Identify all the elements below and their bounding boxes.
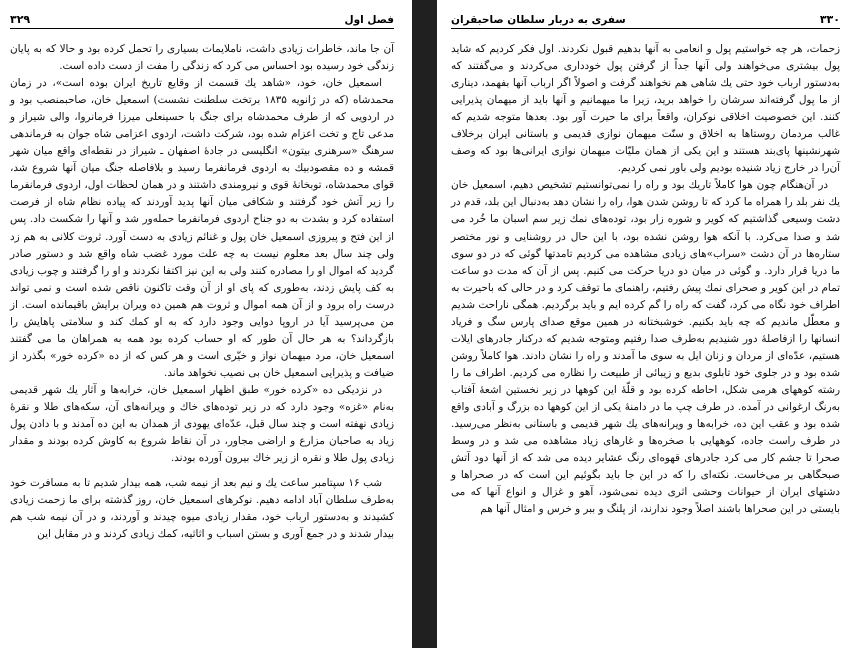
book-spine (412, 0, 437, 648)
left-page-header (10, 8, 394, 29)
paragraph: در آن‌هنگام چون هوا کاملاً تاریك بود و راه را نمی‌توانستیم تشخیص دهیم، اسمعیل خان یك نفر بلد را همراه ما کرد که تا روشن شدن هوا، راه را نشان دهد به‌دنبال این بلد، قدم در دشت وسیعی گذاشتیم که کویر و شوره زار بود، توده‌های نمك زیر سم اسبان ما خُرد می شد و صدا می‌کرد. با آنکه هوا روشن نشده بود، با این حال در روشنایی و نور مختصر ستاره‌ها در آن دشت «سراب»های زیادی مشاهده می کردیم تامدتها گوئی که در دو سوی ما دریا قرار دارد. و گوئی در میان دو دریا حرکت می کنیم. پس از آن که مدت دو ساعت تمام در این کویر و صحرای نمك پیش رفتیم، راهنمای ما توقف کرد و در حالی که باحیرت به اطراف خود نگاه می کرد، گفت که راه را گم کرده ایم و باید برگردیم. همگی ناراحت شدیم و معطّل ماندیم که چه باید بکنیم. خوشبختانه در همین موقع صدای پارس سگ و فریاد انسانها را ازفاصلهٔ دور شنیدیم به‌طرف صدا رفتیم ومتوجه شدیم که درکنار جادرهای ایلات هستیم، عدّه‌ای از مردان و زنان ایل به سوی ما آمدند و راه را نشان دادند. هوا کاملاً روشن شده بود و در جلوی خود تابلوی بدیع و زیبائی از طبیعت را نظاره می کردیم. اطراف ما را رشته کوههای هرمی شکل، احاطه کرده بود و قلّهٔ این کوهها در زیر نخستین اشعهٔ آفتاب به‌رنگ ارغوانی در آمده. در طرف چپ ما در دامنهٔ یکی از این کوهها ده بزرگ و آبادی واقع شده بود و عقب این ده، خرابه‌ها و ویرانه‌های یك شهر قدیمی و باستانی به‌نظر می‌رسید. در طرف راست جاده، کوههایی با صخره‌ها و غارهای زیاد مشاهده می شد و در وسط صحرا تا جشم کار می کرد جادرهای قهوه‌ای رنگ عشایر دیده می شد که از آنها دود آتش صبحگاهی بر می‌خاست. نکته‌ای را که در این جا باید بگوئیم این است که در صحراها و دشتهای ایران از حیوانات وحشی اثری دیده نمی‌شود، آهو و غزال و انواع آنها که می بایستی در این صحراها باشند اصلاً وجود ندارند، از پلنگ و ببر و خرس و امثال آنها هم (450, 179, 840, 516)
left-page (0, 0, 412, 648)
right-page-header (451, 8, 840, 29)
paragraph: شب ۱۶ سپتامبر ساعت یك و نیم بعد از نیمه شب، همه بیدار شدیم تا به مسافرت خود به‌طرف سلطان آباد ادامه دهیم. نوکرهای اسمعیل خان، روز گذشته برای ما زحمت زیادی کشیدند و به‌دستور ارباب خود، مقدار زیادی میوه چیدند و آوردند، و در آن نیمه شب هم بیدار شدند و در جمع آوری و بستن اسباب و اثاثیه، کمك زیادی کردند و در مقابل این (10, 477, 394, 541)
chapter-title: فصل اول (344, 14, 394, 26)
paragraph: در نزدیکی ده «کرده خور» طبق اظهار اسمعیل خان، خرابه‌ها و آثار یك شهر قدیمی به‌نام «غزه» وجود دارد که در زیر توده‌های خاك و ویرانه‌های آن، سکه‌های طلا و نقرهٔ زیادی نهفته است و چند سال قبل، عدّه‌ای یهودی از همدان به این ده آمدند و با دادن پول زیاد به صاحبان مزارع و اراضی مجاور، در آن نقاط شروع به کاوش کرده بودند و مقدار زیادی پول طلا و نقره از زیر خاك بیرون آورده بودند. (10, 383, 394, 465)
running-title: سفری به دربار سلطان صاحبقران (451, 14, 626, 26)
right-page (437, 0, 854, 648)
paragraph: آن جا ماند، خاطرات زیادی داشت، ناملایمات بسیاری را تحمل کرده بود و حالا که به پایان زندگی خود رسیده بود احساس می کرد که زندگی را مفت از دست داده است. (10, 43, 394, 73)
page-number-right: ۳۳۰ (819, 13, 840, 26)
left-page-body (10, 41, 394, 543)
page-number-left: ۳۲۹ (10, 13, 31, 26)
paragraph: زحمات، هر چه خواستیم پول و انعامی به آنها بدهیم قبول نکردند. اول فکر کردیم که شاید پول بیشتری می‌خواهند ولی آنها جداً از گرفتن پول خودداری می‌کردند و می‌گفتند که به‌دستور ارباب خود حتی یك شاهی هم نخواهند گرفت و اصولاً اگر ارباب آنها بفهمد، دیناری از ما پول گرفته‌اند سرشان را خواهد برید، زیرا ما میهمانیم و آنها باید از میهمان پذیرایی کنند. این خصوصیت اخلاقی نوکران، واقعاً برای ما حیرت آور بود. بعدها متوجه شدیم که غالب مردمان روستاها به اخلاق و سنّت میهمان نوازی قدیمی و باستانی ایران برخلاف شهرنشینها پای‌بند هستند و این یکی از همان ملیّات میهمان نوازی ایرانی‌ها بود که وصف آن‌را در خارج زیاد شنیده بودیم ولی باور نمی کردیم. (451, 43, 840, 175)
right-page-body (451, 41, 840, 518)
paragraph: اسمعیل خان، خود، «شاهد یك قسمت از وقایع تاریخ ایران بوده است»، در زمان محمدشاه (که در ژانویه ۱۸۳۵ برتخت سلطنت نشست) اسمعیل خان، صاحبمنصب بود و در اردویی که از طرف محمدشاه برای جنگ با حسینعلی میرزا فرمانروا، والی شیراز و مدعی تاج و تخت اعزام شده بود، شرکت داشت، اردوی اعزامی شاه جوان به فرماندهی سرهنگ «سرهنری بیتون» انگلیسی در جادهٔ اصفهان ـ شیراز در نقطه‌ای واقع میان شهر قمشه و ده مقصودبیك به اردوی فرمانفرما رسید و بلافاصله جنگ میان آنها شروع شد، قوای محمدشاه، توبخانهٔ قوی و نیرومندی داشتند و در همان لحظات اول، اردوی فرمانفرما را زیر آتش خود گرفتند و شکافی میان آنها پدید آوردند که پیاده نظام شاه از فرصت استفاده کرد و بشدت به دو جناح اردوی فرمانفرما حمله‌ور شد و آنها را شکست داد. پس از این فتح و پیروزی اسمعیل خان پول و غنائم زیادی به دست آورد. ثروت کلانی به هم زد ولی چند سال بعد معلوم نیست به چه علت مورد غضب شاه واقع شد و دستور صادر گردید که اموال او را مصادره کنند ولی به این نیز اکتفا نکردند و او را گرفتند و چوب زیادی به کف پایش زدند، به‌طوری که پای او از آن وقت تاکنون ناقص شده است و نمی تواند درست راه برود و از آن همه اموال و ثروت هم همین ده ویران برایش باقیمانده است. از من می‌پرسید آیا در اروپا دوایی وجود دارد که به او کمك کند و سلامتی پاهایش را بازگرداند؟ به هر حال آن طور که او حساب کرده بود همه به همراهان ما می گفتند اسمعیل خان، مرد میهمان نواز و خیّری است و هر کس که از ده «کرده خور» بگذرد از ضیافت و پذیرایی اسمعیل خان بی نصیب نخواهد ماند. (10, 77, 395, 379)
